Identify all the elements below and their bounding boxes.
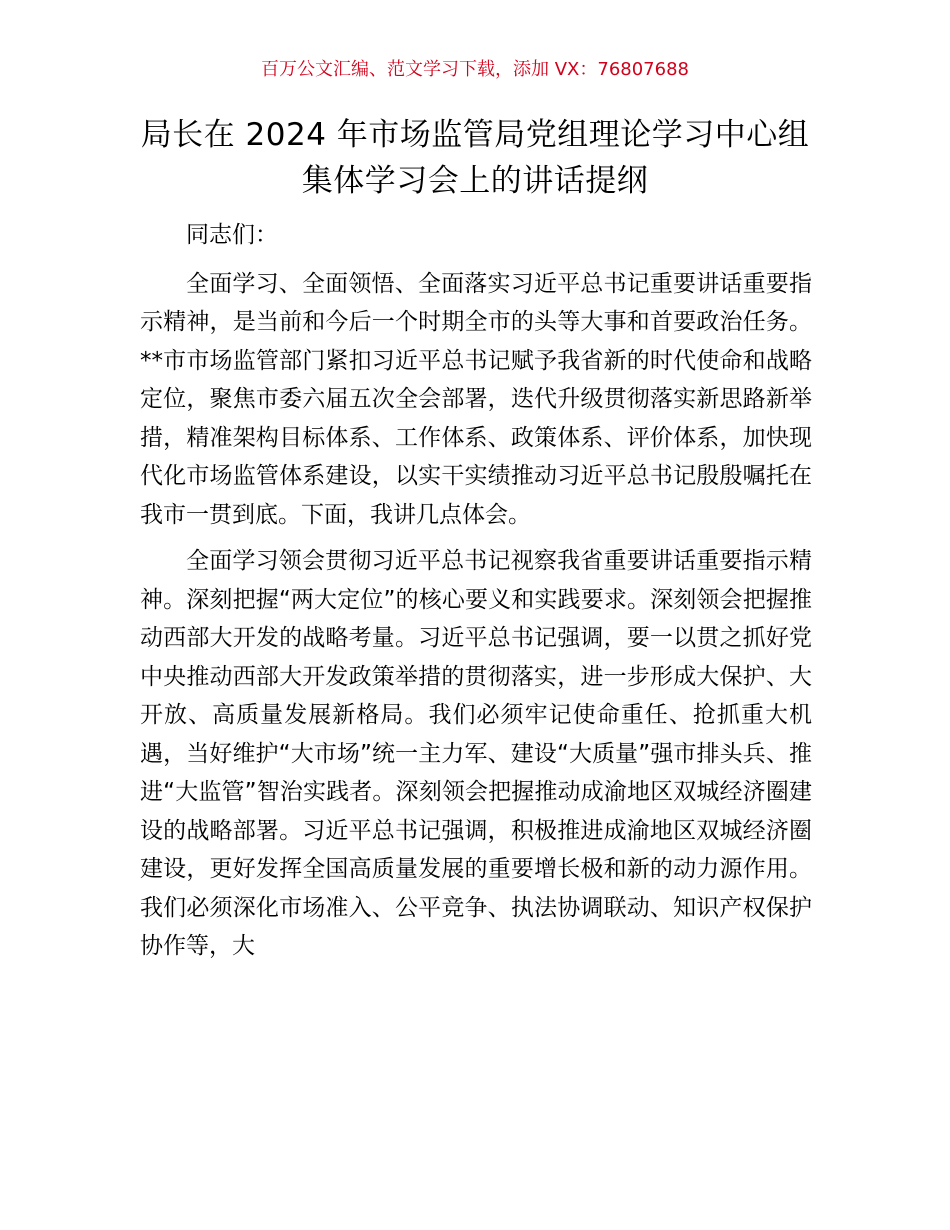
title-line-1: 局长在 2024 年市场监管局党组理论学习中心组 (140, 117, 810, 153)
title-line-2: 集体学习会上的讲话提纲 (301, 163, 649, 199)
download-notice: 百万公文汇编、范文学习下载，添加 VX：76807688 (261, 59, 689, 80)
document-body (140, 216, 812, 973)
paragraph: 全面学习、全面领悟、全面落实习近平总书记重要讲话重要指示精神，是当前和今后一个时期全市的头等大事和首要政治任务。**市市场监管部门紧扣习近平总书记赋予我省新的时代使命和战略定位，聚焦市委六届五次全会部署，迭代升级贯彻落实新思路新举措，精准架构目标体系、工作体系、政策体系、评价体系，加快现代化市场监管体系建设，以实干实绩推动习近平总书记殷殷嘱托在我市一贯到底。下面，我讲几点体会。 (140, 270, 812, 528)
paragraph: 全面学习领会贯彻习近平总书记视察我省重要讲话重要指示精神。深刻把握“两大定位”的核心要义和实践要求。深刻领会把握推动西部大开发的战略考量。习近平总书记强调，要一以贯之抓好党中央推动西部大开发政策举措的贯彻落实，进一步形成大保护、大开放、高质量发展新格局。我们必须牢记使命重任、抢抓重大机遇，当好维护“大市场”统一主力军、建设“大质量”强市排头兵、推进“大监管”智治实践者。深刻领会把握推动成渝地区双城经济圈建设的战略部署。习近平总书记强调，积极推进成渝地区双城经济圈建设，更好发挥全国高质量发展的重要增长极和新的动力源作用。我们必须深化市场准入、公平竞争、执法协调联动、知识产权保护协作等，大 (140, 548, 812, 959)
document-title (100, 112, 850, 204)
salutation: 同志们： (186, 222, 278, 248)
